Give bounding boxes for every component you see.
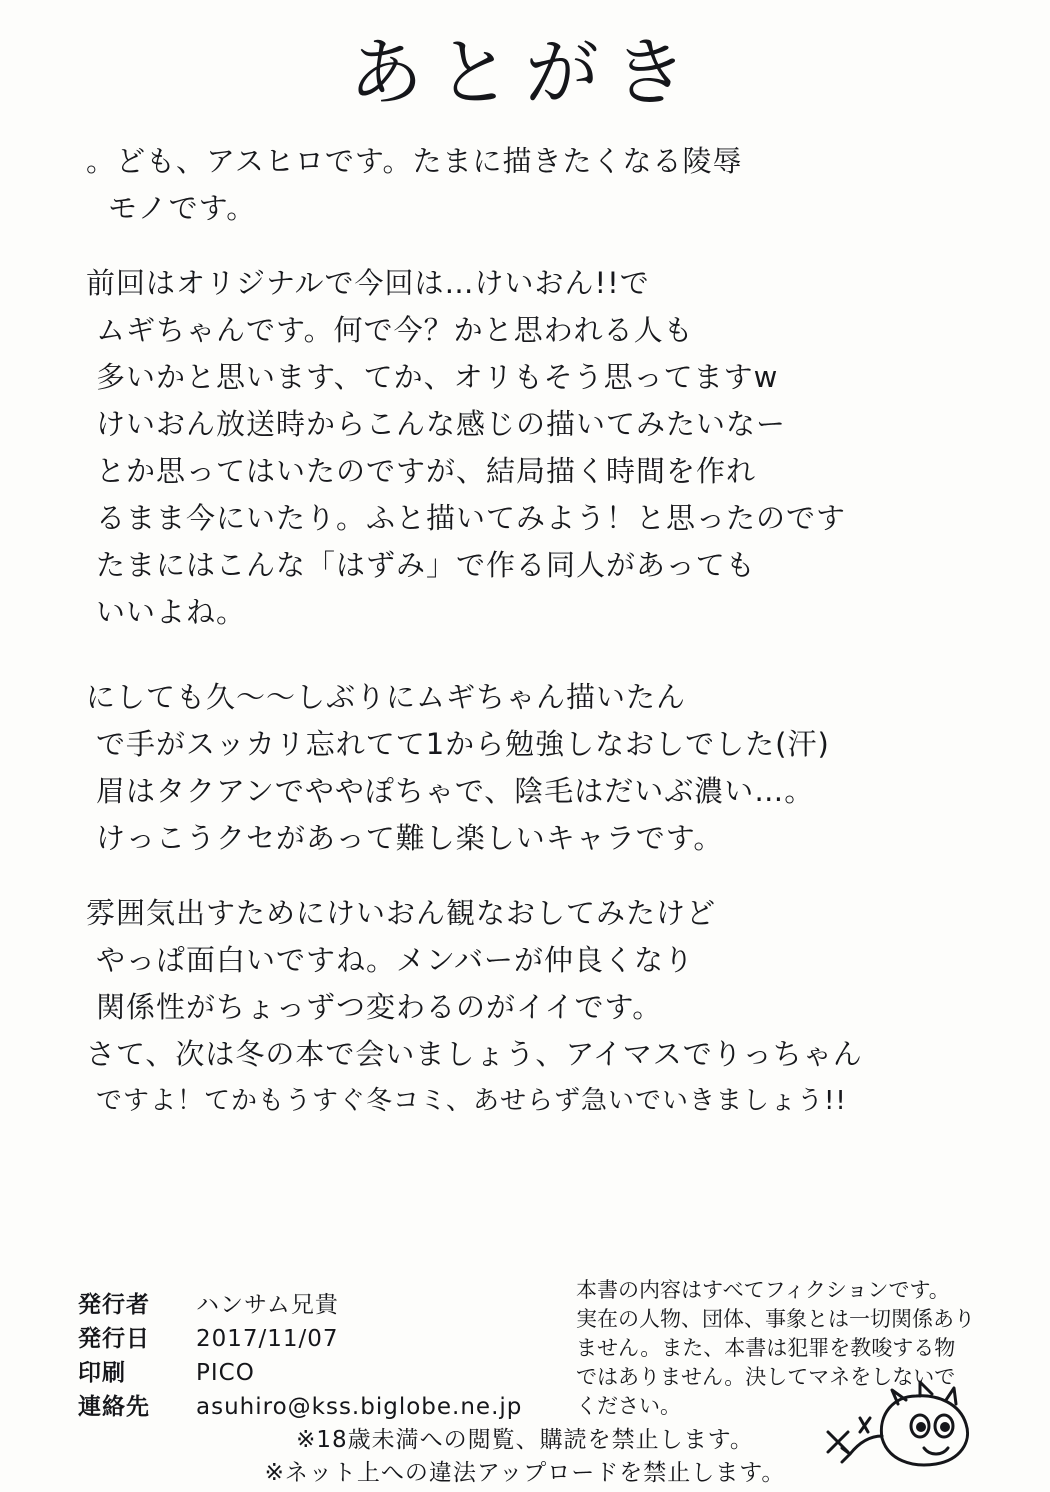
text-line: いいよね。 — [96, 595, 247, 629]
paragraph-intro — [86, 138, 976, 232]
text-line: 眉はタクアンでややぽちゃで、陰毛はだいぶ濃い…。 — [96, 774, 815, 808]
colophon — [78, 1288, 548, 1424]
text-line: 多いかと思います、てか、オリもそう思ってますw — [96, 360, 779, 394]
colophon-value: asuhiro@kss.biglobe.ne.jp — [196, 1394, 523, 1420]
text-line: たまにはこんな「はずみ」で作る同人があっても — [96, 548, 756, 582]
text-line: 前回はオリジナルで今回は…けいおん!!で — [86, 266, 650, 300]
colophon-row — [78, 1356, 548, 1390]
text-line: ムギちゃんです。何で今？かと思われる人も — [96, 313, 694, 347]
colophon-key: 発行者 — [78, 1292, 150, 1318]
hand-drawn-character-doodle-icon — [820, 1374, 990, 1484]
text-line: にしても久〜〜しぶりにムギちゃん描いたん — [86, 680, 687, 714]
paragraph-about-work — [86, 260, 976, 636]
colophon-key: 印刷 — [78, 1360, 126, 1386]
colophon-value: 2017/11/07 — [196, 1326, 339, 1352]
paragraph-drawing-notes — [86, 674, 976, 862]
colophon-value: PICO — [196, 1360, 255, 1386]
colophon-key: 発行日 — [78, 1326, 150, 1352]
text-line: 関係性がちょっずつ変わるのがイイです。 — [96, 990, 663, 1024]
text-line: モノです。 — [108, 191, 257, 225]
text-line: で手がスッカリ忘れてて1から勉強しなおしでした(汗) — [96, 727, 830, 761]
afterword-body — [86, 138, 976, 1141]
disclaimer-line: 実在の人物、団体、事象とは一切関係あり — [576, 1307, 975, 1331]
notice-line: ※18歳未満への閲覧、購読を禁止します。 — [296, 1427, 754, 1453]
text-line: るまま今にいたり。ふと描いてみよう！と思ったのです — [96, 501, 847, 535]
text-line: さて、次は冬の本で会いましょう、アイマスでりっちゃん — [86, 1037, 863, 1071]
colophon-row — [78, 1322, 548, 1356]
colophon-key: 連絡先 — [78, 1394, 150, 1420]
colophon-row — [78, 1390, 548, 1424]
page-title: あとがき — [349, 30, 701, 116]
colophon-value: ハンサム兄貴 — [196, 1292, 339, 1318]
text-line: ですよ！てかもうすぐ冬コミ、あせらず急いでいきましょう!! — [96, 1086, 847, 1116]
text-line: 。ども、アスヒロです。たまに描きたくなる陵辱 — [86, 144, 743, 178]
text-line: けいおん放送時からこんな感じの描いてみたいなー — [96, 407, 787, 441]
text-line: やっぱ面白いですね。メンバーが仲良くなり — [96, 943, 694, 977]
disclaimer-line: ください。 — [576, 1394, 681, 1418]
notice-line: ※ネット上への違法アップロードを禁止します。 — [264, 1460, 786, 1486]
text-line: けっこうクセがあって難し楽しいキャラです。 — [96, 821, 724, 855]
text-line: 雰囲気出すためにけいおん観なおしてみたけど — [86, 896, 717, 930]
colophon-row — [78, 1288, 548, 1322]
disclaimer-line: ではありません。決してマネをしないで — [576, 1365, 956, 1389]
text-line: とか思ってはいたのですが、結局描く時間を作れ — [96, 454, 757, 488]
disclaimer-line: ません。また、本書は犯罪を教唆する物 — [576, 1336, 956, 1360]
disclaimer-line: 本書の内容はすべてフィクションです。 — [576, 1278, 950, 1302]
paragraph-closing — [86, 890, 976, 1125]
